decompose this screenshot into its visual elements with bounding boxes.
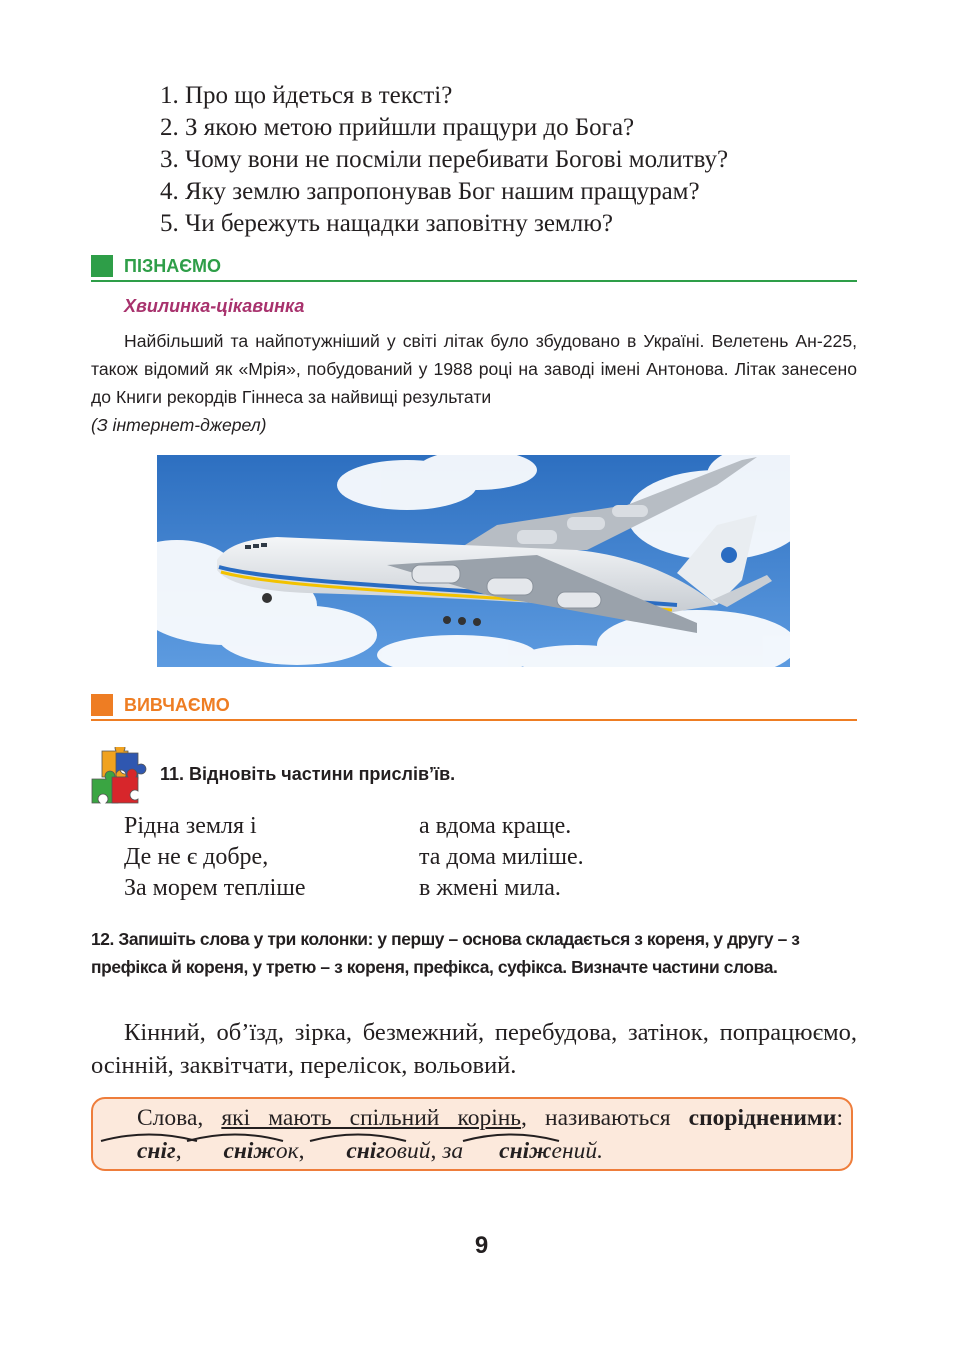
section-header-learn — [91, 254, 857, 282]
fact-text: Найбільший та найпотужніший у світі літак було збудовано в Україні. Велетень Ан-225, також відомий як «Мрія», побудований у 1988 році на заводі імені Антонова. Літак занесено до Книги рекордів Гіннеса за найвищі результати — [91, 331, 857, 407]
section-title: ПІЗНАЄМО — [124, 256, 222, 276]
rule-text-part: , називаються — [521, 1105, 689, 1131]
exercise-11-title: 11. Відновіть частини прислів’їв. — [160, 764, 456, 784]
example-root — [101, 1135, 176, 1168]
question-item: 1. Про що йдеться в тексті? — [160, 82, 453, 109]
proverb-right: та дома миліше. — [419, 844, 584, 870]
proverb-row — [124, 842, 584, 873]
root-text: сніг — [346, 1138, 386, 1164]
question-item: 5. Чи бережуть нащадки заповітну землю? — [160, 210, 613, 237]
section-divider — [91, 280, 857, 282]
rule-text-part: . — [597, 1138, 603, 1164]
example-root — [187, 1135, 275, 1168]
example-root — [463, 1135, 551, 1168]
question-item: 4. Яку землю запропонував Бог нашим пращурам? — [160, 178, 700, 205]
root-text: сніж — [499, 1138, 552, 1164]
question-item: 2. З якою метою прийшли пращури до Бога? — [160, 114, 635, 141]
rule-underlined-text: які мають спільний корінь — [221, 1105, 522, 1131]
root-text: сніг — [137, 1138, 176, 1164]
puzzle-icon — [88, 747, 150, 807]
proverbs-table — [124, 811, 584, 904]
section-header-study — [91, 693, 857, 721]
section-marker-icon — [91, 694, 113, 716]
fact-source: (З інтернет-джерел) — [91, 415, 267, 435]
exercise-12-words: Кінний, об’їзд, зірка, безмежний, перебудова, затінок, попрацюємо, осінній, заквітчати, перелісок, вольовий. — [91, 1019, 857, 1079]
exercise-12-title: 12. Запишіть слова у три колонки: у першу – основа складається з кореня, у другу – з префікса й кореня, у третю – з кореня, префікса, суфікса. Визначте частини слова. — [91, 929, 800, 977]
example-root — [310, 1135, 385, 1168]
proverb-right: в жмені мила. — [419, 875, 561, 901]
rule-text-part: , — [298, 1138, 311, 1164]
proverb-left: Де не є добре, — [124, 844, 269, 870]
proverb-left: Рідна земля і — [124, 813, 257, 839]
section-divider — [91, 719, 857, 721]
proverb-left: За морем тепліше — [124, 875, 306, 901]
proverb-row — [124, 873, 561, 904]
rule-box — [91, 1097, 853, 1171]
section-marker-icon — [91, 255, 113, 277]
rule-text-part: , — [430, 1138, 443, 1164]
an-225-airplane-photo — [157, 455, 790, 667]
rule-text-part: : — [836, 1105, 843, 1131]
rule-text-part: , — [175, 1138, 188, 1164]
proverb-right: а вдома краще. — [419, 813, 572, 839]
example-prefix: за — [442, 1138, 464, 1164]
rule-text-part: Слова, — [137, 1105, 222, 1131]
question-item: 3. Чому вони не посміли перебивати Богові молитву? — [160, 146, 729, 173]
root-text: сніж — [223, 1138, 276, 1164]
fact-title: Хвилинка-цікавинка — [124, 296, 305, 316]
rule-text — [101, 1102, 843, 1168]
example-suffix: ок — [275, 1138, 299, 1164]
page-number: 9 — [474, 1232, 489, 1259]
example-suffix: ений — [551, 1138, 598, 1164]
proverb-row — [124, 811, 572, 842]
questions-list — [160, 80, 728, 240]
rule-term: спорідненими — [688, 1105, 837, 1131]
example-suffix: овий — [385, 1138, 431, 1164]
section-title: ВИВЧАЄМО — [124, 695, 230, 715]
